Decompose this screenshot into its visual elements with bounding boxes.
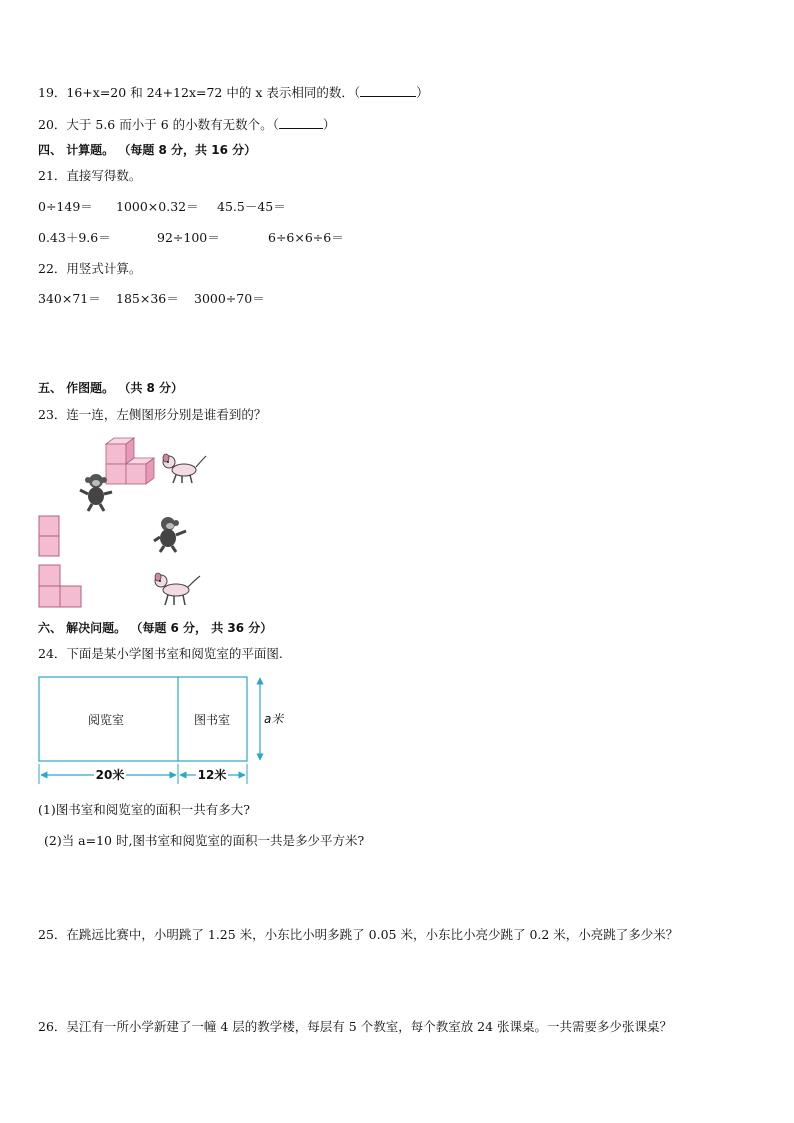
question-26: 26．吴江有一所小学新建了一幢 4 层的教学楼，每层有 5 个教室，每个教室放 24 张课桌。一共需要多少张课桌？ [38, 1019, 673, 1034]
question-20-close: ） [322, 117, 336, 132]
monkey-icon [150, 515, 190, 553]
question-20-text: 20．大于 5.6 而小于 6 的小数有无数个。（ [38, 117, 279, 132]
question-23-title: 23．连一连，左侧图形分别是谁看到的？ [38, 407, 267, 422]
section-6-heading: 六、 解决问题。 （每题 6 分， 共 36 分） [38, 621, 273, 635]
question-19-text: 19．16+x=20 和 24+12x=72 中的 x 表示相同的数．（ [38, 85, 361, 100]
library-label: 图书室 [193, 713, 231, 727]
answer-blank-19[interactable] [360, 84, 416, 97]
view-figure-vertical [38, 515, 62, 559]
question-21-title: 21．直接写得数。 [38, 168, 142, 183]
dog-icon [160, 452, 208, 486]
height-label: a米 [264, 712, 284, 726]
q21-item-4: 0.43＋9.6＝ [38, 230, 111, 245]
q22-item-2: 185×36＝ [116, 291, 179, 306]
question-19 [38, 84, 429, 101]
question-24-sub1: (1)图书室和阅览室的面积一共有多大? [38, 802, 250, 817]
q21-item-3: 45.5－45＝ [217, 199, 286, 214]
question-20 [38, 116, 335, 133]
section-4-heading: 四、 计算题。 （每题 8 分，共 16 分） [38, 143, 257, 157]
monkey-icon [76, 472, 116, 512]
question-24-title: 24．下面是某小学图书室和阅览室的平面图. [38, 646, 283, 661]
question-25: 25．在跳远比赛中，小明跳了 1.25 米，小东比小明多跳了 0.05 米，小东比小亮少跳了 0.2 米，小亮跳了多少米？ [38, 927, 679, 942]
dog-icon [150, 572, 202, 608]
width-label-right: 12米 [197, 768, 227, 782]
answer-blank-20[interactable] [279, 116, 323, 129]
q22-item-1: 340×71＝ [38, 291, 101, 306]
q21-item-1: 0÷149＝ [38, 199, 93, 214]
view-figure-l-shape [38, 564, 84, 610]
width-label-left: 20米 [95, 768, 125, 782]
q21-item-5: 92÷100＝ [157, 230, 220, 245]
question-24-sub2: (2)当 a=10 时,图书室和阅览室的面积一共是多少平方米? [44, 833, 365, 848]
section-5-heading: 五、 作图题。 （共 8 分） [38, 381, 184, 395]
q21-item-2: 1000×0.32＝ [116, 199, 199, 214]
question-19-close: ） [416, 85, 429, 100]
q22-item-3: 3000÷70＝ [194, 291, 265, 306]
q21-item-6: 6÷6×6÷6＝ [268, 230, 344, 245]
question-22-title: 22．用竖式计算。 [38, 261, 142, 276]
reading-room-label: 阅览室 [87, 713, 125, 727]
floor-plan-figure [34, 672, 284, 788]
